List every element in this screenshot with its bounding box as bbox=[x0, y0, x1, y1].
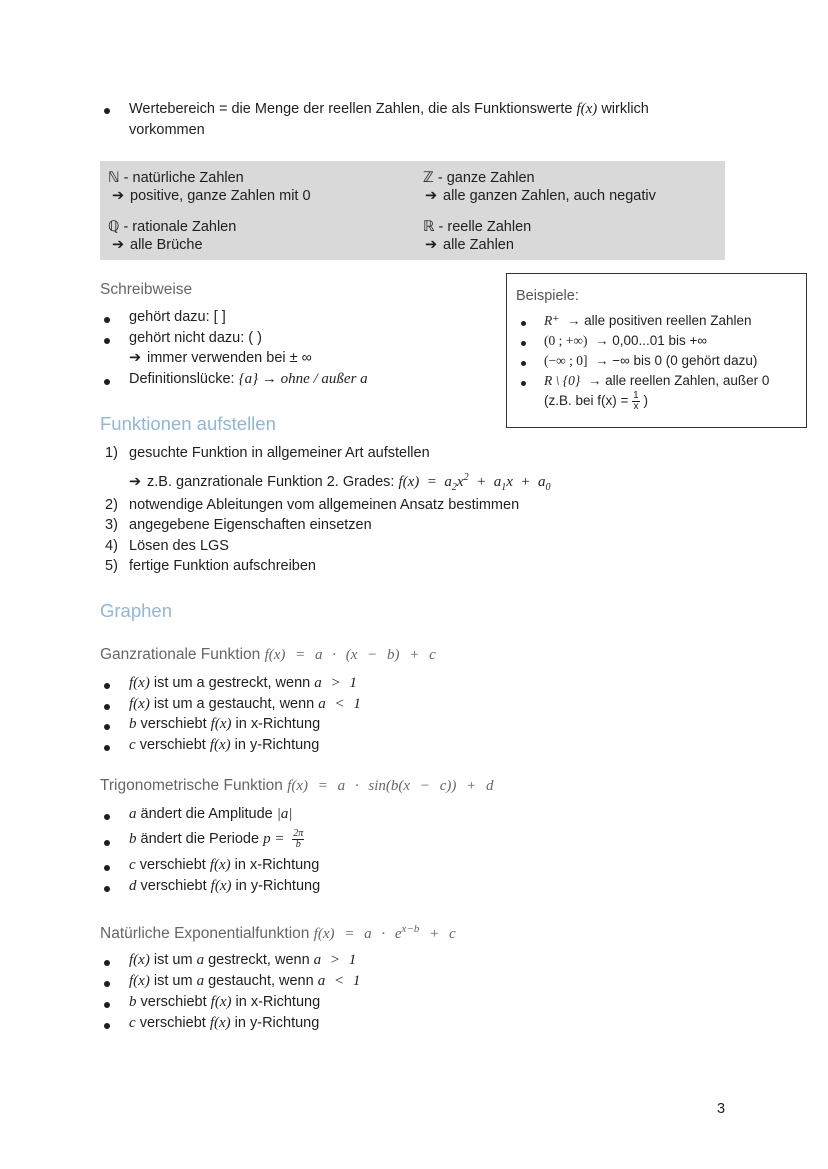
step-number: 5) bbox=[105, 558, 118, 574]
step-text: Lösen des LGS bbox=[129, 538, 229, 554]
text: immer verwenden bei ± ∞ bbox=[147, 350, 312, 366]
formula-part: f(x) = a · e bbox=[313, 926, 402, 942]
bullet bbox=[104, 338, 110, 344]
arrow-right-icon: ➔ bbox=[425, 188, 438, 204]
text: (z.B. bei f(x) = bbox=[544, 393, 633, 409]
text: ist um a gestaucht, wenn bbox=[149, 696, 319, 712]
step-text: gesuchte Funktion in allgemeiner Art aufstellen bbox=[129, 445, 430, 461]
text: gestreckt, wenn bbox=[204, 952, 314, 968]
schreibweise-item: gehört nicht dazu: ( ) bbox=[129, 330, 262, 346]
ganz-item bbox=[129, 694, 361, 714]
text: ist um bbox=[149, 973, 197, 989]
formula: $f(x) = a_2x^2 + a_1x + a_0$ bbox=[398, 472, 551, 493]
math: R \ {0} bbox=[544, 373, 581, 388]
text: in x-Richtung bbox=[231, 994, 321, 1010]
bullet bbox=[104, 814, 110, 820]
text: gestaucht, wenn bbox=[204, 973, 318, 989]
step-text: fertige Funktion aufschreiben bbox=[129, 558, 316, 574]
set-integer-desc bbox=[425, 186, 656, 206]
math: a bbox=[129, 806, 137, 822]
math: a < 1 bbox=[318, 696, 361, 712]
exponent: x−b bbox=[401, 923, 420, 935]
beispiel-item bbox=[544, 351, 757, 371]
wertebereich-line-1 bbox=[129, 99, 649, 119]
math: d bbox=[129, 878, 137, 894]
denominator: b bbox=[295, 838, 301, 850]
bullet bbox=[104, 840, 110, 846]
set-desc: alle Zahlen bbox=[443, 237, 514, 253]
schreibweise-sub bbox=[129, 348, 312, 368]
arrow-right-icon: ➔ bbox=[129, 350, 142, 366]
text: ) bbox=[639, 393, 648, 409]
trig-item bbox=[129, 855, 319, 875]
math: b bbox=[129, 716, 137, 732]
bullet bbox=[521, 321, 526, 326]
set-integer bbox=[423, 168, 535, 188]
bullet bbox=[104, 886, 110, 892]
step-sub bbox=[129, 468, 551, 498]
set-desc: positive, ganze Zahlen mit 0 bbox=[130, 188, 311, 204]
math: (−∞ ; 0] bbox=[544, 353, 588, 368]
bullet bbox=[104, 379, 110, 385]
text: in x-Richtung bbox=[230, 857, 320, 873]
math: {a} → ohne / außer a bbox=[238, 371, 368, 387]
text: verschiebt bbox=[136, 878, 211, 894]
fraction bbox=[632, 391, 640, 412]
set-desc: alle ganzen Zahlen, auch negativ bbox=[443, 188, 656, 204]
text: ändert die Periode bbox=[136, 831, 264, 847]
math: R⁺ bbox=[544, 313, 560, 328]
schreibweise-heading: Schreibweise bbox=[100, 281, 193, 298]
math: c bbox=[129, 857, 136, 873]
set-label: - ganze Zahlen bbox=[433, 170, 535, 186]
math: f(x) bbox=[129, 696, 150, 712]
math: f(x) bbox=[210, 994, 232, 1010]
bullet bbox=[104, 960, 110, 966]
ganz-item bbox=[129, 735, 319, 755]
math: a bbox=[196, 973, 205, 989]
math: f(x) bbox=[129, 675, 150, 691]
beispiel-item bbox=[544, 311, 752, 331]
set-symbol: ℚ bbox=[108, 219, 120, 235]
beispiel-item bbox=[544, 371, 769, 391]
set-desc: alle Brüche bbox=[130, 237, 203, 253]
bullet bbox=[104, 1023, 110, 1029]
bullet bbox=[104, 745, 110, 751]
trig-heading bbox=[100, 777, 493, 795]
step-number: 1) bbox=[105, 445, 118, 461]
bullet bbox=[104, 683, 110, 689]
denominator: x bbox=[633, 401, 639, 412]
math: f(x) bbox=[209, 857, 231, 873]
set-natural-desc bbox=[112, 186, 311, 206]
aufstellen-heading: Funktionen aufstellen bbox=[100, 413, 276, 434]
exp-item bbox=[129, 950, 356, 970]
beispiele-heading: Beispiele: bbox=[516, 288, 579, 304]
set-label: - rationale Zahlen bbox=[119, 219, 237, 235]
text: wirklich bbox=[597, 101, 649, 117]
arrow-right-icon: ➔ bbox=[129, 474, 142, 490]
text: in y-Richtung bbox=[230, 737, 320, 753]
math: a > 1 bbox=[314, 675, 357, 691]
formula: f(x) = a · (x − b) + c bbox=[264, 647, 436, 663]
exp-item bbox=[129, 971, 360, 991]
bullet bbox=[104, 981, 110, 987]
text: ist um bbox=[149, 952, 197, 968]
math: a > 1 bbox=[313, 952, 357, 968]
set-symbol: ℤ bbox=[423, 170, 434, 186]
math: |a| bbox=[276, 806, 293, 822]
formula-part: + c bbox=[419, 926, 456, 942]
trig-item bbox=[129, 876, 320, 896]
text: → alle reellen Zahlen, außer 0 bbox=[587, 373, 770, 388]
step-number: 3) bbox=[105, 517, 118, 533]
set-label: - reelle Zahlen bbox=[434, 219, 532, 235]
beispiele-box bbox=[506, 273, 807, 428]
math: a < 1 bbox=[317, 973, 361, 989]
formula: f(x) = a · sin(b(x − c)) + d bbox=[287, 778, 494, 794]
math: f(x) bbox=[210, 878, 232, 894]
text: Ganzrationale Funktion bbox=[100, 646, 265, 663]
set-real bbox=[423, 217, 531, 237]
math: (0 ; +∞) bbox=[544, 333, 588, 348]
beispiel-note bbox=[544, 391, 648, 412]
numerator: 1 bbox=[633, 390, 639, 401]
text: verschiebt bbox=[135, 1015, 210, 1031]
bullet bbox=[104, 1002, 110, 1008]
bullet bbox=[521, 361, 526, 366]
wertebereich-line-2: vorkommen bbox=[129, 122, 205, 138]
text: → 0,00...01 bis +∞ bbox=[595, 333, 708, 348]
math: f(x) bbox=[129, 952, 150, 968]
text: verschiebt bbox=[135, 737, 210, 753]
beispiel-item bbox=[544, 331, 707, 351]
text: Wertebereich = die Menge der reellen Zahlen, die als Funktionswerte bbox=[129, 101, 577, 117]
schreibweise-item: gehört dazu: [ ] bbox=[129, 309, 226, 325]
text: Natürliche Exponentialfunktion bbox=[100, 925, 314, 942]
bullet bbox=[104, 865, 110, 871]
graphen-heading: Graphen bbox=[100, 600, 172, 621]
formula bbox=[313, 923, 456, 942]
arrow-right-icon: ➔ bbox=[425, 237, 438, 253]
text: in y-Richtung bbox=[230, 1015, 320, 1031]
schreibweise-item bbox=[129, 369, 368, 389]
set-natural bbox=[108, 168, 244, 188]
arrow-right-icon: ➔ bbox=[112, 237, 125, 253]
text: in y-Richtung bbox=[231, 878, 321, 894]
set-real-desc bbox=[425, 235, 514, 255]
math: f(x) bbox=[210, 716, 232, 732]
trig-item bbox=[129, 804, 293, 824]
text: z.B. ganzrationale Funktion 2. Grades: bbox=[147, 474, 399, 490]
text: ist um a gestreckt, wenn bbox=[149, 675, 315, 691]
ganzrational-heading bbox=[100, 646, 436, 664]
math: p = bbox=[263, 831, 289, 847]
bullet bbox=[104, 724, 110, 730]
text: verschiebt bbox=[136, 994, 211, 1010]
fraction bbox=[292, 829, 304, 850]
set-rational bbox=[108, 217, 236, 237]
step-text: notwendige Ableitungen vom allgemeinen Ansatz bestimmen bbox=[129, 497, 520, 513]
math: f(x) bbox=[209, 737, 231, 753]
ganz-item bbox=[129, 673, 357, 693]
ganz-item bbox=[129, 714, 320, 734]
math: c bbox=[129, 1015, 136, 1031]
math: a bbox=[196, 952, 205, 968]
set-label: - natürliche Zahlen bbox=[119, 170, 244, 186]
page-number: 3 bbox=[717, 1101, 726, 1117]
step-number: 2) bbox=[105, 497, 118, 513]
bullet bbox=[521, 381, 526, 386]
bullet bbox=[104, 704, 110, 710]
bullet bbox=[521, 341, 526, 346]
step-number: 4) bbox=[105, 538, 118, 554]
math: f(x) bbox=[129, 973, 150, 989]
text: Trigonometrische Funktion bbox=[100, 777, 288, 794]
math: f(x) bbox=[209, 1015, 231, 1031]
math: c bbox=[129, 737, 136, 753]
numerator: 2π bbox=[293, 827, 304, 839]
set-rational-desc bbox=[112, 235, 203, 255]
bullet bbox=[104, 108, 110, 114]
trig-item bbox=[129, 826, 304, 852]
text: verschiebt bbox=[136, 716, 211, 732]
math: b bbox=[129, 994, 137, 1010]
text: Definitionslücke: bbox=[129, 371, 239, 387]
text: in x-Richtung bbox=[231, 716, 321, 732]
text: → −∞ bis 0 (0 gehört dazu) bbox=[595, 353, 758, 368]
arrow-right-icon: ➔ bbox=[112, 188, 125, 204]
set-symbol: ℕ bbox=[108, 170, 120, 186]
step-text: angegebene Eigenschaften einsetzen bbox=[129, 517, 372, 533]
math: f(x) bbox=[576, 101, 598, 117]
exp-heading bbox=[100, 923, 456, 943]
text: → alle positiven reellen Zahlen bbox=[566, 313, 752, 328]
bullet bbox=[104, 317, 110, 323]
text: ändert die Amplitude bbox=[136, 806, 277, 822]
math: b bbox=[129, 831, 137, 847]
text: verschiebt bbox=[135, 857, 210, 873]
exp-item bbox=[129, 1013, 319, 1033]
exp-item bbox=[129, 992, 320, 1012]
set-symbol: ℝ bbox=[423, 219, 435, 235]
